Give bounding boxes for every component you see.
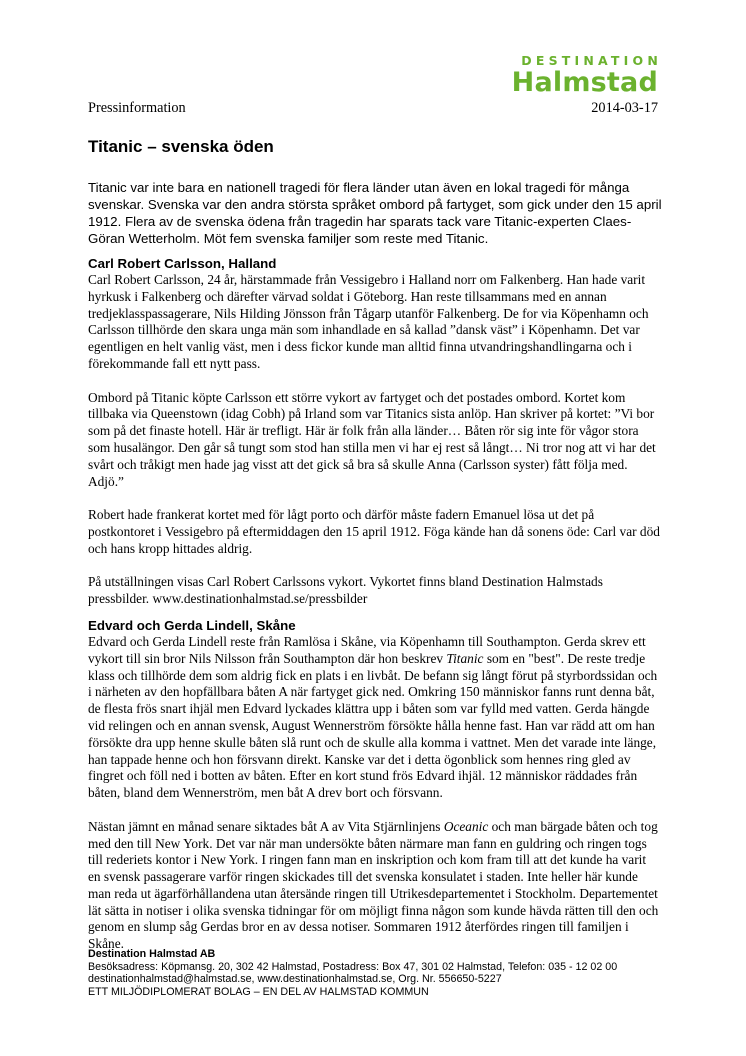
lindell-p2-text-a: Nästan jämnt en månad senare siktades båt A av Vita Stjärnlinjens [88, 818, 444, 834]
lindell-p1-text-b: som en "best". De reste tredje klass och tillhörde dem som aldrig fick en plats i en livbåt. De befann sig långt förut på styrbordssidan och i närheten av den hopfällbara båten A när fartyget gick ned. Omkring 150 människor fanns runt denna båt, de flesta frös snart ihjäl men Edvard lyckades klättra upp i båten som var fylld med vatten. Gerda hängde vid relingen och en annan svensk, August Wennerström försökte hålla henne fast. Han var rädd att om han försökte dra upp henne skulle båten slå runt och de skulle alla komma i vattnet. Men det varade inte länge, han tappade henne och hon försvann direkt. Kanske var det i detta ögonblick som hennes ring gled av fingret och föll ned i botten av båten. Efter en kort stund frös Edvard ihjäl. 12 människor räddades från båten, bland dem Wennerström, men båt A drev bort och försvann. [88, 650, 658, 801]
logo-main-text: Halmstad [511, 67, 658, 98]
carlsson-paragraph-3: Robert hade frankerat kortet med för lågt porto och därför måste fadern Emanuel lösa ut det på postkontoret i Vessigebro på eftermiddagen den 15 april 1912. Föga kände han då sonens öde: Carl var död och hans kropp hittades aldrig. [88, 507, 660, 556]
destination-halmstad-logo [511, 53, 662, 98]
footer-contact: destinationhalmstad@halmstad.se, www.destinationhalmstad.se, Org. Nr. 556650-5227 [88, 973, 502, 986]
lindell-p1-ship-name: Titanic [446, 650, 484, 666]
press-label: Pressinformation [88, 100, 186, 116]
section-heading-carlsson: Carl Robert Carlsson, Halland [88, 256, 277, 271]
footer-company: Destination Halmstad AB [88, 948, 216, 960]
lindell-p2-text-b: och man bärgade båten och tog med den till New York. Det var när man undersökte båten närmare man fann en guldring och ringen togs till rederiets kontor i New York. I ringen fann man en inskription och kom fram till att det kunde ha varit en svensk passagerare varför ringen skickades till det svenska konsulatet i staden. Inte heller här kunde man reda ut ägarförhållandena utan återsände ringen till Utrikesdepartementet i Stockholm. Departementet lät sätta in notiser i olika svenska tidningar för om möjligt finna någon som kunde hävda rätten till den och genom en slump såg Gerdas bror en av dessa notiser. Sommaren 1912 återfördes ringen till familjen i Skåne. [88, 818, 659, 952]
article-body [88, 255, 660, 953]
section-heading-lindell: Edvard och Gerda Lindell, Skåne [88, 617, 296, 633]
press-date: 2014-03-17 [591, 100, 658, 116]
logo-top-text: DESTINATION [521, 53, 662, 68]
page-footer [88, 948, 617, 998]
carlsson-paragraph-4: På utställningen visas Carl Robert Carlssons vykort. Vykortet finns bland Destination Halmstads pressbilder. www.destinationhalmstad.se/pressbilder [88, 574, 603, 607]
lindell-p2-ship-name: Oceanic [443, 818, 489, 834]
footer-tagline: ETT MILJÖDIPLOMERAT BOLAG – EN DEL AV HALMSTAD KOMMUN [88, 985, 429, 998]
lindell-paragraph-2 [88, 819, 660, 953]
footer-address: Besöksadress: Köpmansg. 20, 302 42 Halmstad, Postadress: Box 47, 301 02 Halmstad, Telefon: 035 - 12 02 00 [88, 960, 618, 973]
header-row [88, 100, 658, 117]
carlsson-paragraph-1: Carl Robert Carlsson, 24 år, härstammade från Vessigebro i Halland norr om Falkenberg. Han hade varit hyrkusk i Falkenberg och därefter värvad soldat i Göteborg. Han reste tillsammans med en annan tredjeklasspassagerare, Nils Hilding Jönsson från Tågarp utanför Falkenberg. De for via Köpenhamn och Carlsson tillhörde den skara unga män som inhandlade en så kallad ”dansk väst” i Köpenhamn. Det var egentligen en helt vanlig väst, men i dess fickor kunde man alltid finna utvandringshandlingarna och i förekommande fall ett nytt pass. [88, 272, 649, 371]
lindell-p1-text-a: Edvard och Gerda Lindell reste från Ramlösa i Skåne, via Köpenhamn till Southampton. Gerda skrev ett vykort till sin bror Nils Nilsson från Southampton där hon beskrev [88, 633, 646, 666]
lindell-paragraph-1 [88, 634, 660, 802]
carlsson-paragraph-2: Ombord på Titanic köpte Carlsson ett större vykort av fartyget och det postades ombord. Kortet kom tillbaka via Queenstown (idag Cobh) på Irland som var Titanics sista anlöp. Han skriver på kortet: ”Vi bor som på det finaste hotell. Här är trefligt. Här är folk från alla länder… Båten rör sig inte för vågor stora som husalängor. Den går så tungt som stod han stilla men vi har ej rest så långt… Ni tror nog att vi har det svårt och tråkigt men hade jag visst att det gick så bra så skulle Anna (Carlsson syster) fått följa med. Adjö.” [88, 389, 656, 489]
page-title: Titanic – svenska öden [88, 137, 274, 156]
intro-paragraph: Titanic var inte bara en nationell tragedi för flera länder utan även en lokal tragedi för många svenskar. Svenska var den andra största språket ombord på fartyget, som gick under den 15 april 1912. Flera av de svenska ödena från tragedin har sparats tack vare Titanic-experten Claes-Göran Wetterholm. Möt fem svenska familjer som reste med Titanic. [88, 180, 662, 246]
